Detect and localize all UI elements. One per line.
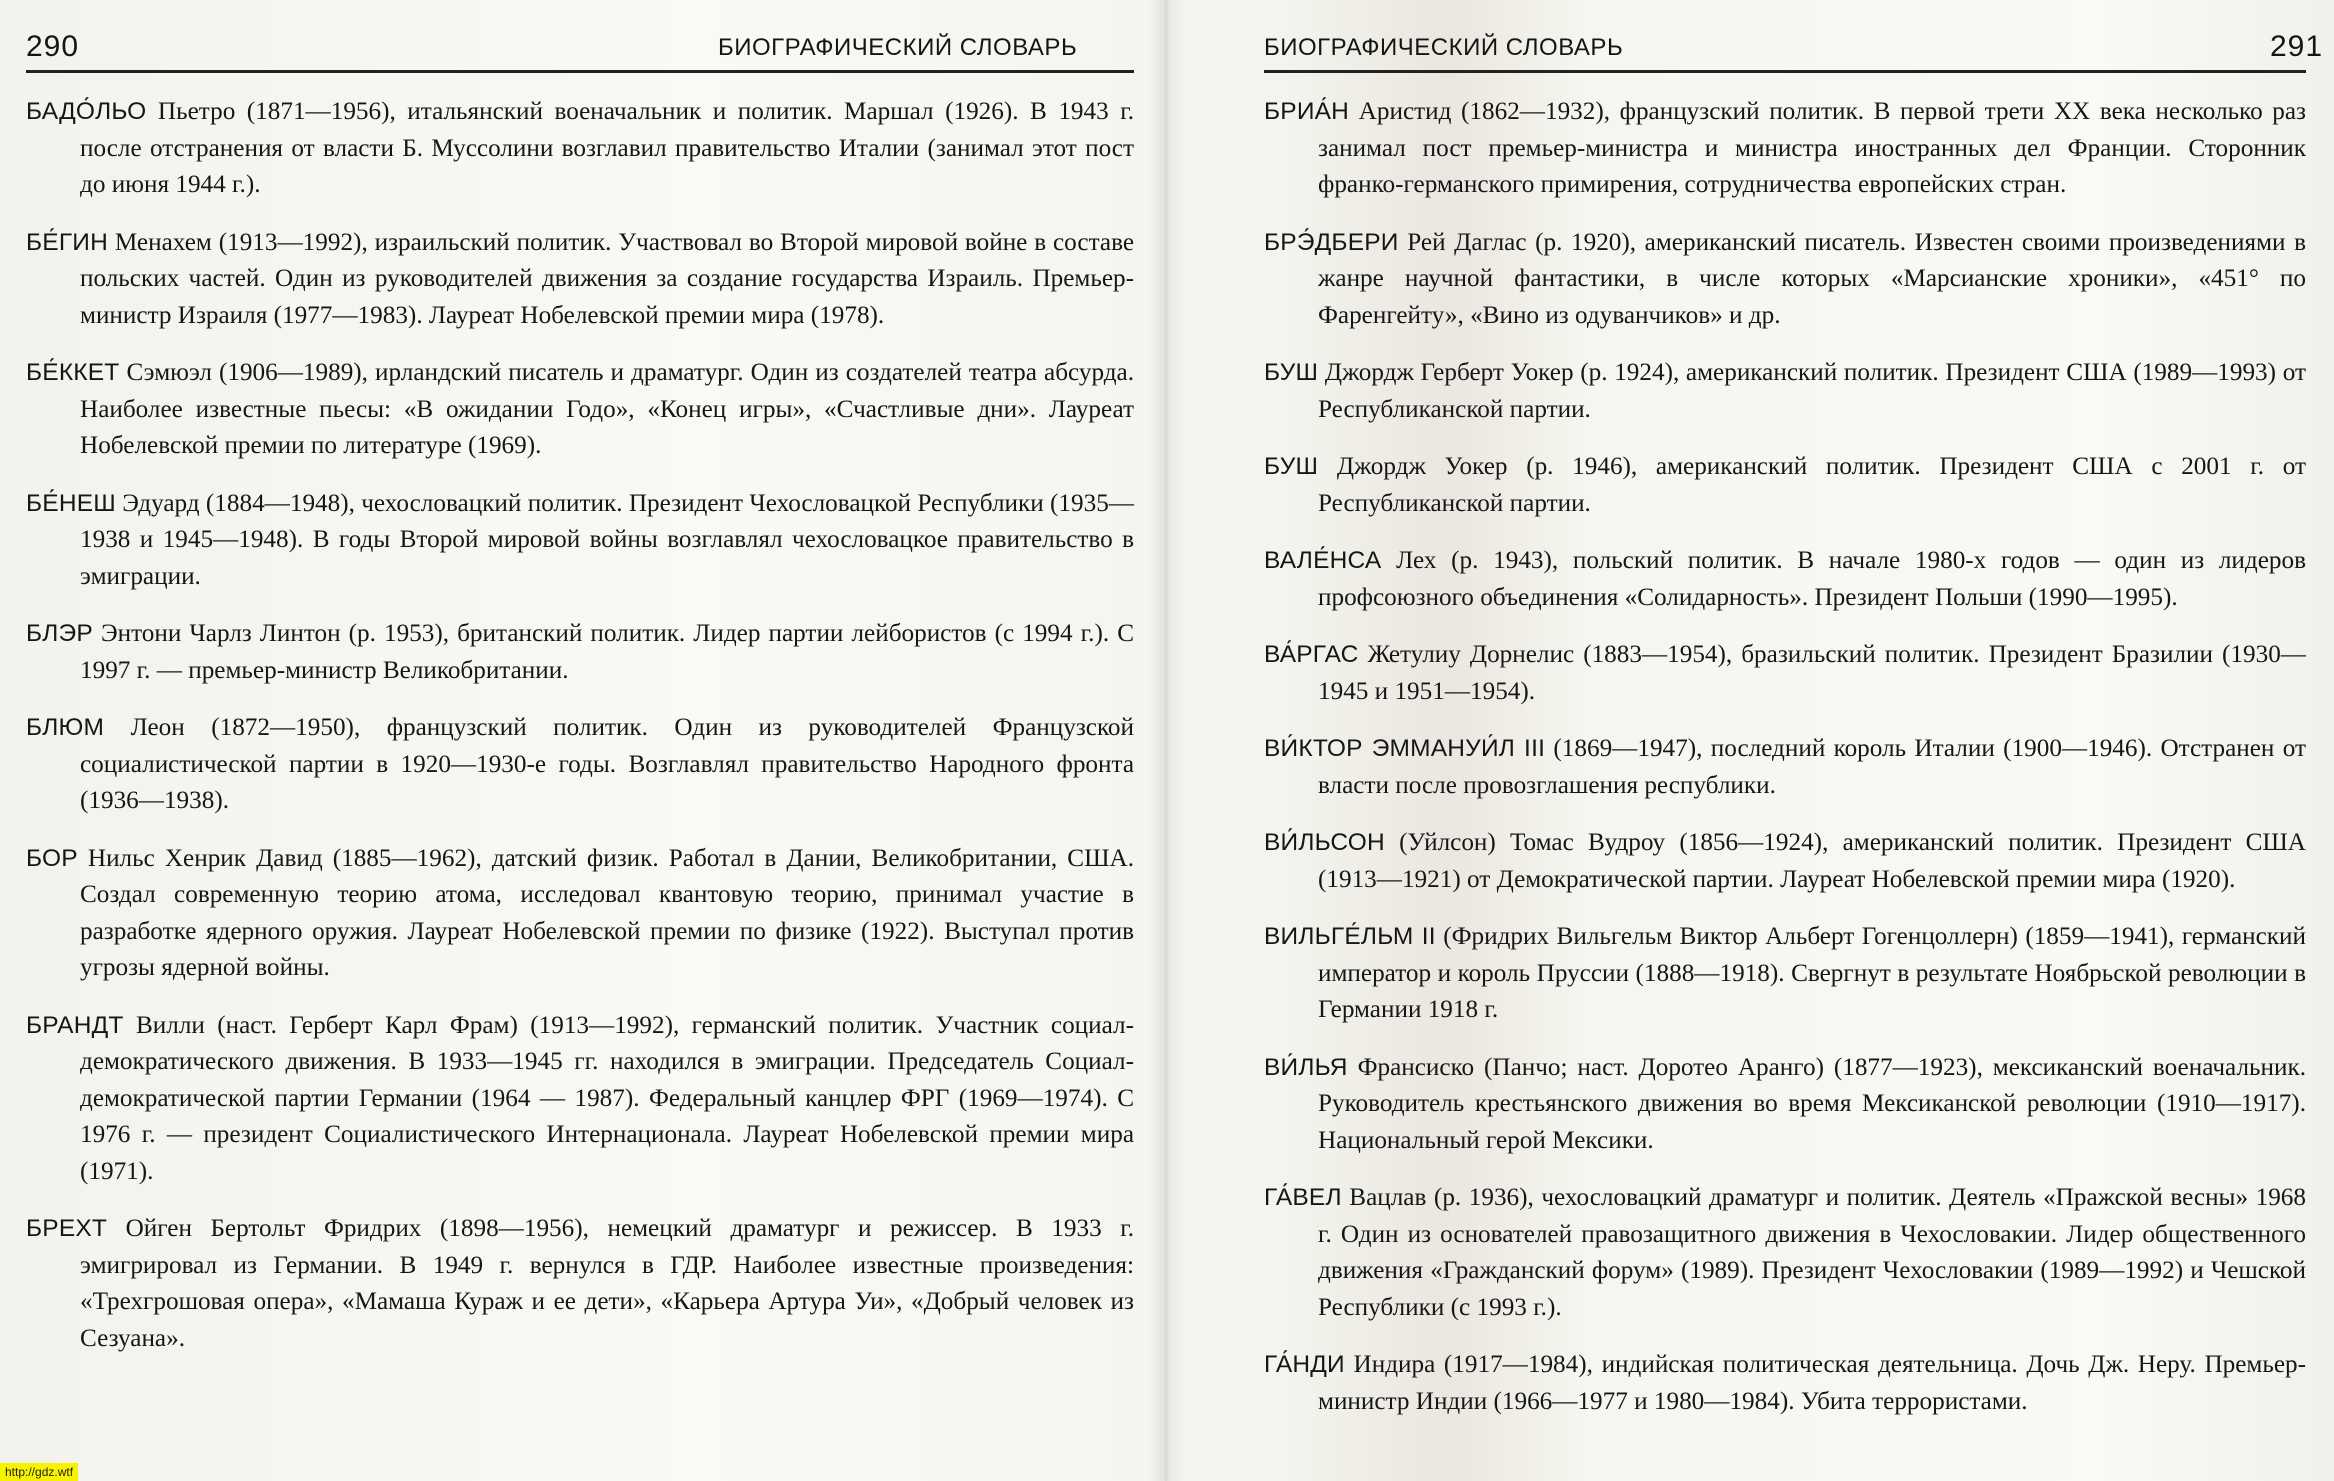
dictionary-entry bbox=[1264, 731, 2306, 804]
entry-list bbox=[26, 94, 1134, 1378]
running-head: БИОГРАФИЧЕСКИЙ СЛОВАРЬ bbox=[718, 34, 1078, 61]
entry-headword: БАДО́ЛЬО bbox=[26, 98, 147, 125]
entry-text: Индира (1917—1984), индийская политическая деятельница. Дочь Дж. Неру. Премьер-министр Индии (1966—1977 и 1980—1984). Убита террористами. bbox=[1318, 1351, 2306, 1415]
entry-text: Эдуард (1884—1948), чехословацкий политик. Президент Чехословацкой Республики (1935—1938 и 1945—1948). В годы Второй мировой войны возглавлял чехословацкое правительство в эмиграции. bbox=[80, 489, 1134, 590]
dictionary-entry bbox=[26, 710, 1134, 820]
entry-text: Ойген Бертольт Фридрих (1898—1956), немецкий драматург и режиссер. В 1933 г. эмигрировал из Германии. В 1949 г. вернулся в ГДР. Наиболее известные произведения: «Трехгрошовая опера», «Мамаша Кураж и ее дети», «Карьера Артура Уи», «Добрый человек из Сезуана». bbox=[80, 1215, 1134, 1352]
entry-headword: БРАНДТ bbox=[26, 1011, 124, 1039]
entry-text: Франсиско (Панчо; наст. Доротео Аранго) (1877—1923), мексиканский военачальник. Руководитель крестьянского движения во время Мексиканской революции (1910—1917). Национальный герой Мексики. bbox=[1318, 1053, 2306, 1154]
entry-text: Рей Даглас (р. 1920), американский писатель. Известен своими произведениями в жанре научной фантастики, в числе которых «Марсианские хроники», «451° по Фаренгейту», «Вино из одуванчиков» и др. bbox=[1318, 228, 2306, 329]
entry-headword: БЕ́ГИН bbox=[26, 228, 108, 256]
entry-text: (Фридрих Вильгельм Виктор Альберт Гогенцоллерн) (1859—1941), германский император и король Пруссии (1888—1918). Свергнут в результате Ноябрьской революции в Германии 1918 г. bbox=[1318, 923, 2307, 1023]
entry-text: Нильс Хенрик Давид (1885—1962), датский физик. Работал в Дании, Великобритании, США. Создал современную теорию атома, исследовал квантовую теорию, принимал участие в разработке ядерного оружия. Лауреат Нобелевской премии по физике (1922). Выступал против угрозы ядерной войны. bbox=[77, 844, 1134, 981]
entry-headword: ГА́НДИ bbox=[1264, 1351, 1345, 1378]
dictionary-entry bbox=[26, 1008, 1134, 1191]
entry-text: Пьетро (1871—1956), итальянский военачальник и политик. Маршал (1926). В 1943 г. после отстранения от власти Б. Муссолини возглавил правительство Италии (занимал этот пост до июня 1944 г.). bbox=[80, 98, 1134, 198]
entry-text: Аристид (1862—1932), французский политик. В первой трети XX века несколько раз занимал пост премьер-министра и министра иностранных дел Франции. Сторонник франко-германского примирения, сотрудничества европейских стран. bbox=[1318, 98, 2306, 198]
entry-headword: ВИ́ЛЬЯ bbox=[1264, 1053, 1348, 1081]
dictionary-entry bbox=[1264, 637, 2306, 710]
entry-text: Энтони Чарлз Линтон (р. 1953), британский политик. Лидер партии лейбористов (с 1994 г.). С 1997 г. — премьер-министр Великобритании. bbox=[80, 620, 1134, 684]
dictionary-entry bbox=[1264, 919, 2306, 1029]
entry-headword: ВИ́КТОР ЭММАНУИ́Л III bbox=[1264, 735, 1546, 762]
dictionary-entry bbox=[26, 1211, 1134, 1357]
dictionary-entry bbox=[1264, 94, 2306, 204]
entry-text: (1869—1947), последний король Италии (1900—1946). Отстранен от власти после провозглашения республики. bbox=[1318, 735, 2306, 799]
dictionary-entry bbox=[1264, 543, 2306, 616]
dictionary-entry bbox=[1264, 225, 2306, 335]
entry-headword: ВА́РГАС bbox=[1264, 641, 1359, 668]
entry-headword: БЛЮМ bbox=[26, 714, 105, 741]
entry-headword: БОР bbox=[26, 844, 78, 872]
left-page bbox=[0, 0, 1166, 1481]
entry-headword: БЕ́НЕШ bbox=[26, 489, 116, 517]
page-number: 291 bbox=[2270, 30, 2324, 63]
entry-headword: БУШ bbox=[1264, 453, 1319, 480]
entry-list bbox=[1264, 94, 2306, 1441]
dictionary-entry bbox=[1264, 825, 2306, 898]
entry-headword: БРИА́Н bbox=[1264, 98, 1350, 125]
dictionary-entry bbox=[26, 486, 1134, 596]
entry-text: Лех (р. 1943), польский политик. В начале 1980-х годов — один из лидеров профсоюзного объединения «Солидарность». Президент Польши (1990—1995). bbox=[1318, 547, 2306, 611]
page-number: 290 bbox=[26, 30, 80, 63]
entry-headword: ВИ́ЛЬСОН bbox=[1264, 829, 1385, 856]
entry-text: Жетулиу Дорнелис (1883—1954), бразильский политик. Президент Бразилии (1930—1945 и 1951—1954). bbox=[1318, 641, 2306, 705]
entry-headword: ГА́ВЕЛ bbox=[1264, 1184, 1342, 1211]
dictionary-entry bbox=[26, 355, 1134, 465]
dictionary-entry bbox=[1264, 1180, 2306, 1326]
dictionary-entry bbox=[26, 225, 1134, 335]
watermark-link[interactable]: http://gdz.wtf bbox=[0, 1463, 78, 1481]
running-head: БИОГРАФИЧЕСКИЙ СЛОВАРЬ bbox=[1264, 34, 1624, 61]
entry-text: (Уйлсон) Томас Вудроу (1856—1924), американский политик. Президент США (1913—1921) от Демократической партии. Лауреат Нобелевской премии мира (1920). bbox=[1318, 829, 2306, 893]
dictionary-entry bbox=[26, 841, 1134, 987]
entry-headword: БЛЭР bbox=[26, 620, 93, 647]
dictionary-entry bbox=[1264, 1347, 2306, 1420]
entry-headword: БЕ́ККЕТ bbox=[26, 359, 120, 386]
entry-headword: БУШ bbox=[1264, 359, 1319, 386]
dictionary-entry bbox=[26, 616, 1134, 689]
entry-text: Джордж Уокер (р. 1946), американский политик. Президент США с 2001 г. от Республиканской партии. bbox=[1318, 453, 2306, 517]
entry-text: Менахем (1913—1992), израильский политик. Участвовал во Второй мировой войне в составе польских частей. Один из руководителей движения за создание государства Израиль. Премьер-министр Израиля (1977—1983). Лауреат Нобелевской премии мира (1978). bbox=[80, 228, 1134, 329]
entry-text: Джордж Герберт Уокер (р. 1924), американский политик. Президент США (1989—1993) от Республиканской партии. bbox=[1318, 359, 2306, 423]
dictionary-entry bbox=[26, 94, 1134, 204]
entry-text: Вацлав (р. 1936), чехословацкий драматург и политик. Деятель «Пражской весны» 1968 г. Один из основателей правозащитного движения в Чехословакии. Лидер общественного движения «Гражданский форум» (1989). Президент Чехословакии (1989—1992) и Чешской Республики (с 1993 г.). bbox=[1318, 1184, 2306, 1321]
dictionary-entry bbox=[1264, 1050, 2306, 1160]
entry-text: Вилли (наст. Герберт Карл Фрам) (1913—1992), германский политик. Участник социал-демократического движения. В 1933—1945 гг. находился в эмиграции. Председатель Социал-демократической партии Германии (1964 — 1987). Федеральный канцлер ФРГ (1969—1974). С 1976 г. — президент Социалистического Интернационала. Лауреат Нобелевской премии мира (1971). bbox=[80, 1011, 1134, 1185]
entry-headword: ВАЛЕ́НСА bbox=[1264, 547, 1382, 574]
entry-headword: БРЭ́ДБЕРИ bbox=[1264, 228, 1399, 256]
entry-text: Леон (1872—1950), французский политик. Один из руководителей Французской социалистической партии в 1920—1930-е годы. Возглавлял правительство Народного фронта (1936—1938). bbox=[80, 714, 1134, 814]
entry-headword: ВИЛЬГЕ́ЛЬМ II bbox=[1264, 923, 1436, 950]
right-page bbox=[1166, 0, 2334, 1481]
header-rule bbox=[1264, 70, 2306, 73]
entry-text: Сэмюэл (1906—1989), ирландский писатель и драматург. Один из создателей театра абсурда. Наиболее известные пьесы: «В ожидании Годо», «Конец игры», «Счастливые дни». Лауреат Нобелевской премии по литературе (1969). bbox=[80, 359, 1134, 459]
dictionary-entry bbox=[1264, 449, 2306, 522]
entry-headword: БРЕХТ bbox=[26, 1215, 108, 1242]
header-rule bbox=[26, 70, 1134, 73]
dictionary-entry bbox=[1264, 355, 2306, 428]
